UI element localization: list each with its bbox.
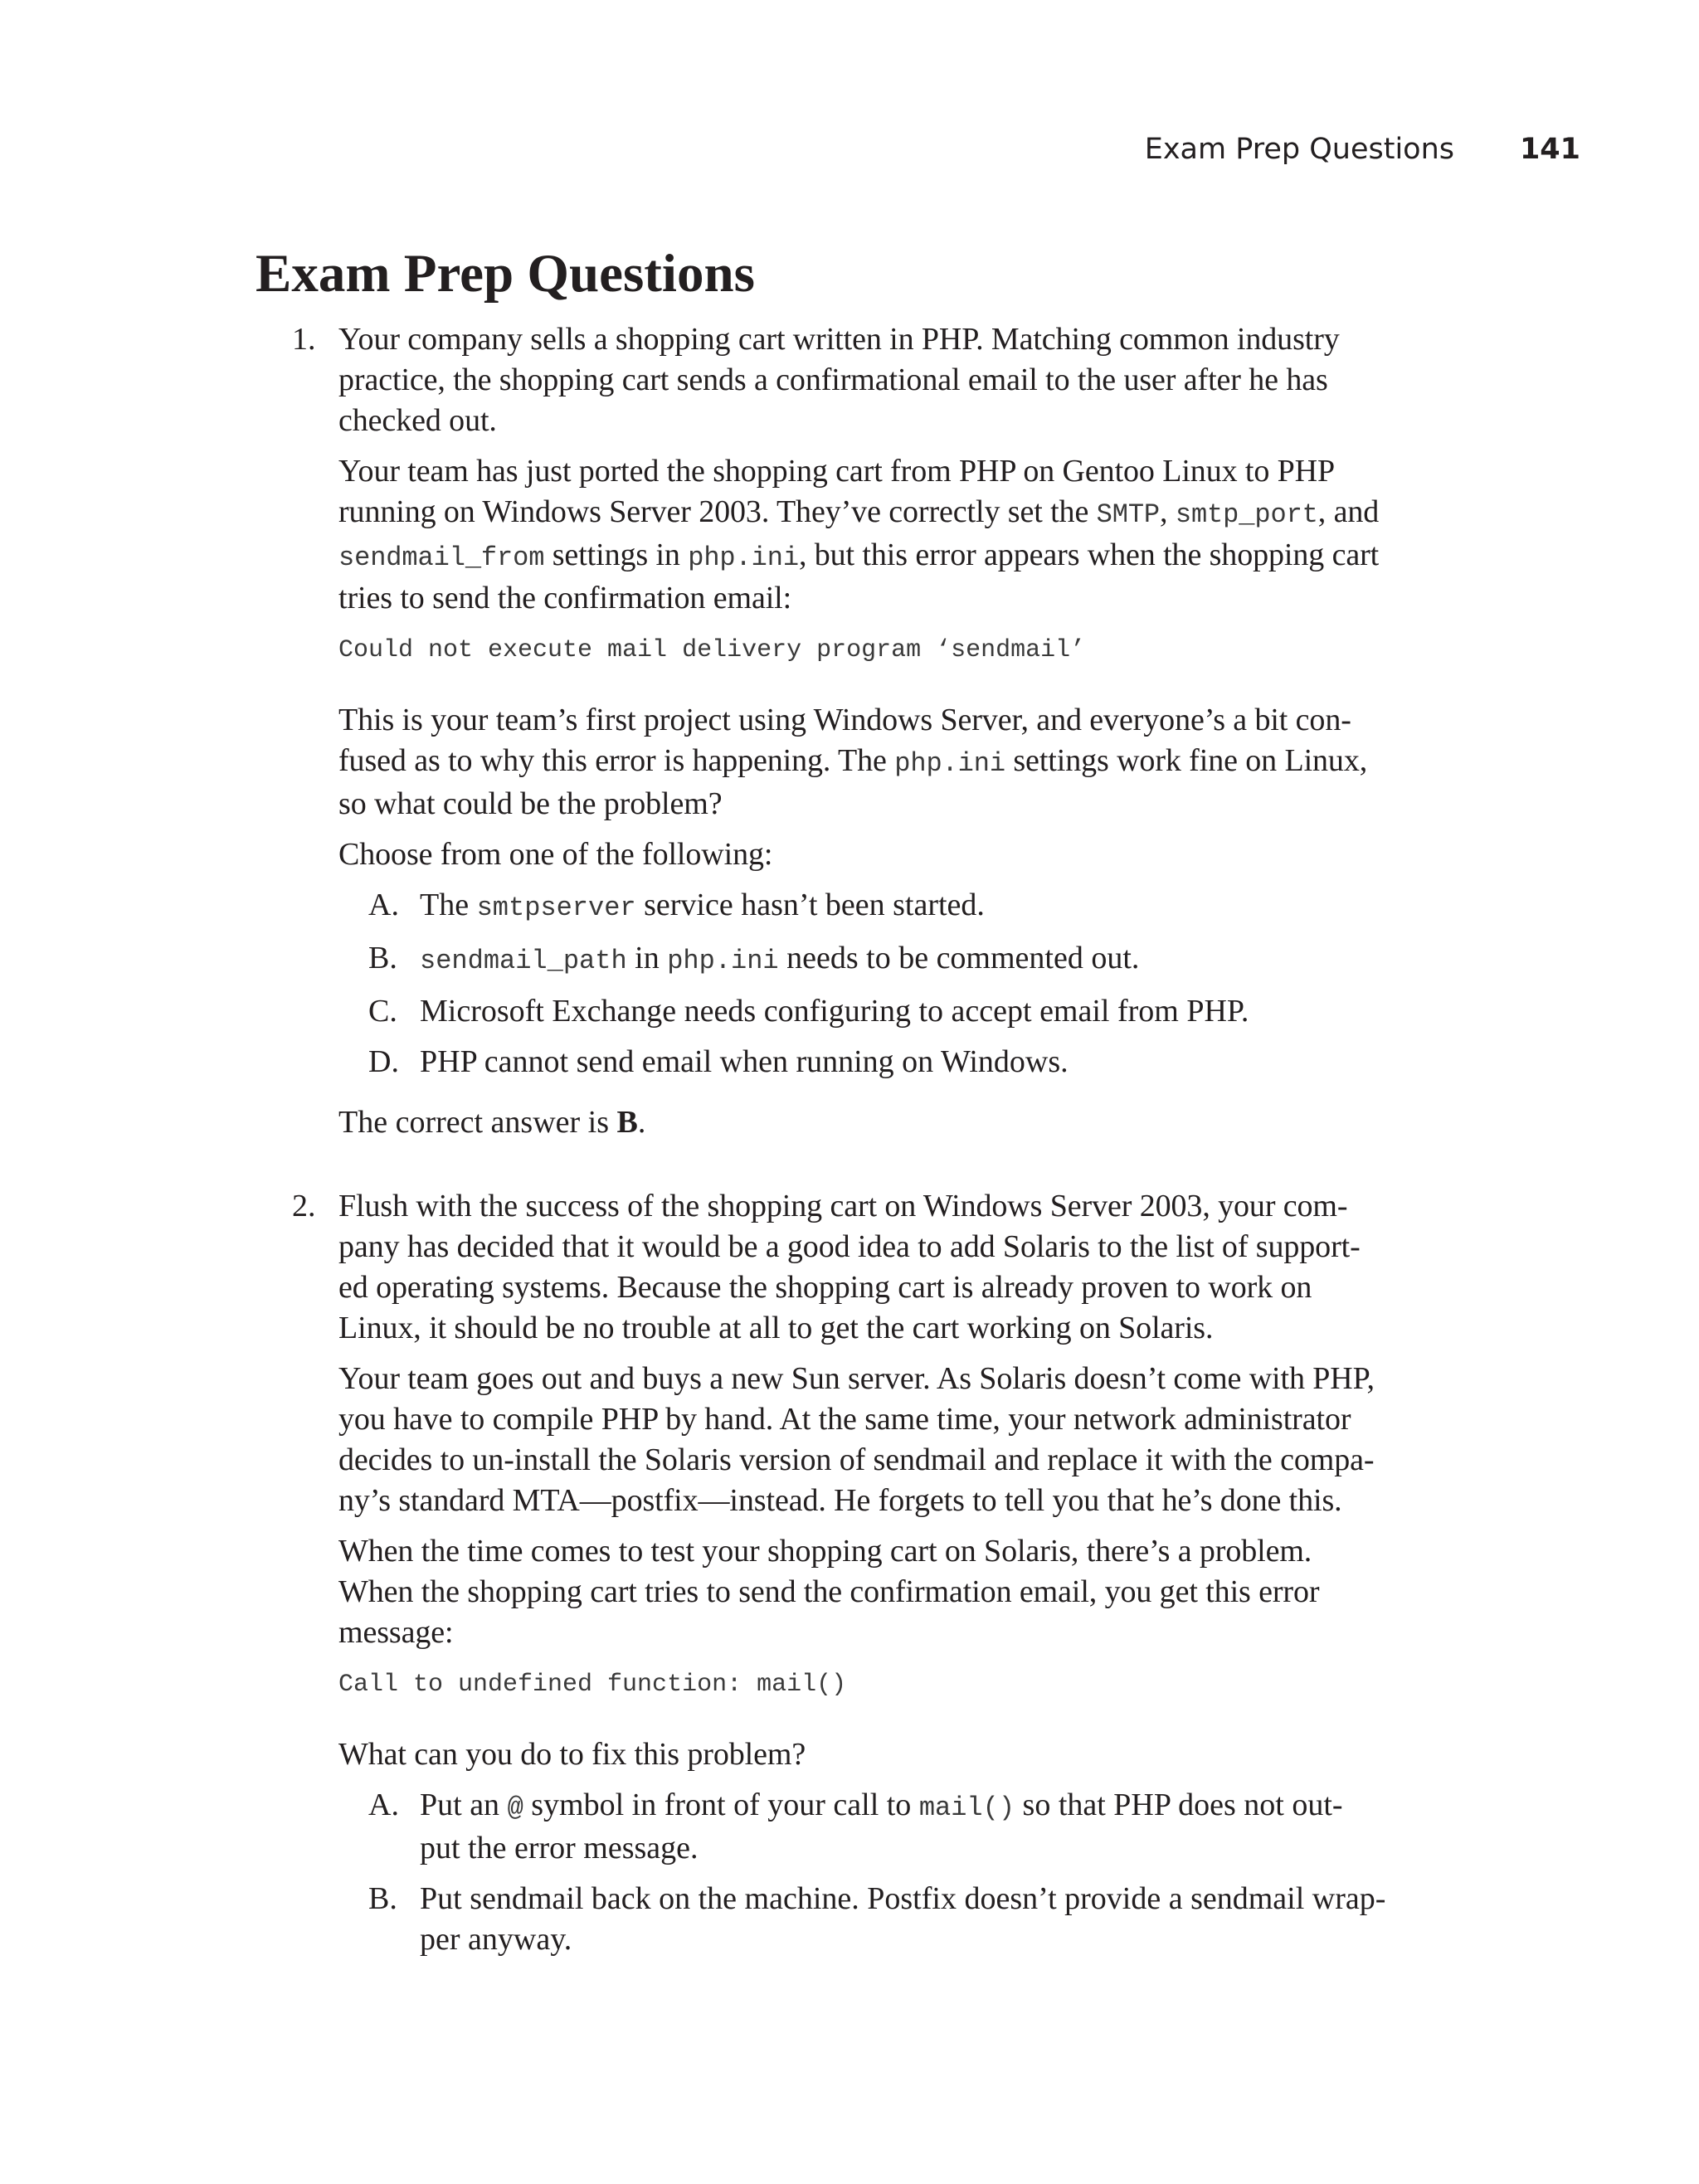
text-run: symbol in front of your call to bbox=[523, 1788, 919, 1822]
text-run: in bbox=[626, 941, 668, 975]
answer-letter: B bbox=[616, 1105, 638, 1140]
option-letter: A. bbox=[368, 888, 399, 922]
questions-list bbox=[282, 319, 1460, 1975]
question-1 bbox=[282, 319, 1460, 1143]
question-paragraph: When the time comes to test your shopping cart on Solaris, there’s a problem. When the shopping cart tries to send the confirmation email, you get this error message: bbox=[338, 1534, 1320, 1650]
text-run: Put an bbox=[420, 1788, 508, 1822]
answer-options bbox=[338, 885, 1460, 1082]
correct-answer bbox=[338, 1102, 1460, 1143]
page-number: 141 bbox=[1519, 133, 1580, 166]
inline-code: smtpserver bbox=[476, 893, 636, 923]
option-b bbox=[338, 938, 1460, 981]
text-run: The bbox=[420, 888, 477, 922]
running-head-title: Exam Prep Questions bbox=[1144, 133, 1454, 166]
text-run: Your team has just ported the shopping cart from PHP on Gentoo Linux to PHP running on Windows Server 2003. They’ve correctly set the bbox=[338, 454, 1336, 529]
running-head bbox=[0, 133, 1699, 174]
question-paragraph: Your team goes out and buys a new Sun server. As Solaris doesn’t come with PHP, you have to compile PHP by hand. At the same time, your network administrator decides to un-install the Solaris version of sendmail and replace it with the compa- ny’s standard MTA—postfix—instead. He forgets to tell you that he’s done this. bbox=[338, 1361, 1375, 1518]
text-run: needs to be commented out. bbox=[778, 941, 1140, 975]
code-block: Could not execute mail delivery program ‘sendmail’ bbox=[338, 636, 1086, 664]
code-block: Call to undefined function: mail() bbox=[338, 1671, 847, 1699]
question-prompt: Choose from one of the following: bbox=[338, 837, 773, 872]
question-number: 2. bbox=[292, 1189, 316, 1223]
question-paragraph bbox=[338, 451, 1460, 619]
answer-options bbox=[338, 1785, 1460, 1960]
inline-code: SMTP bbox=[1096, 499, 1161, 530]
inline-code: sendmail_path bbox=[420, 946, 627, 976]
text-run: This is your team’s first project using Windows Server, and everyone’s a bit con- fused as to why this error is happening. The bbox=[338, 703, 1351, 778]
question-number: 1. bbox=[292, 322, 316, 357]
option-a bbox=[338, 1785, 1460, 1869]
inline-code: smtp_port bbox=[1175, 499, 1318, 530]
option-text: Put sendmail back on the machine. Postfix doesn’t provide a sendmail wrap- per anyway. bbox=[420, 1881, 1386, 1957]
inline-code: sendmail_from bbox=[338, 542, 545, 573]
question-paragraph: Your company sells a shopping cart written in PHP. Matching common industry practice, the shopping cart sends a confirmational email to the user after he has checked out. bbox=[338, 322, 1340, 438]
option-b bbox=[338, 1879, 1460, 1960]
section-title: Exam Prep Questions bbox=[256, 244, 755, 304]
option-letter: B. bbox=[368, 941, 397, 975]
text-run: settings work fine on Linux, so what could be the problem? bbox=[338, 743, 1368, 821]
option-text: PHP cannot send email when running on Windows. bbox=[420, 1044, 1069, 1079]
question-2 bbox=[282, 1186, 1460, 1960]
option-c bbox=[338, 991, 1460, 1032]
option-letter: B. bbox=[368, 1881, 397, 1916]
option-d bbox=[338, 1042, 1460, 1082]
text-run: , and bbox=[1317, 494, 1380, 529]
inline-code: @ bbox=[507, 1792, 523, 1823]
text-run: so that PHP does not out- put the error message. bbox=[420, 1788, 1343, 1865]
option-a bbox=[338, 885, 1460, 928]
text-run: service hasn’t been started. bbox=[635, 888, 985, 922]
text-run: . bbox=[637, 1105, 646, 1140]
inline-code: php.ini bbox=[894, 748, 1005, 779]
question-prompt: What can you do to fix this problem? bbox=[338, 1737, 806, 1772]
inline-code: php.ini bbox=[667, 946, 779, 976]
option-text: Microsoft Exchange needs configuring to accept email from PHP. bbox=[420, 994, 1249, 1029]
inline-code: php.ini bbox=[688, 542, 799, 573]
text-run: , but this error appears when the shopping cart tries to send the confirmation email: bbox=[338, 537, 1380, 615]
text-run: The correct answer is bbox=[338, 1105, 617, 1140]
inline-code: mail() bbox=[918, 1792, 1015, 1823]
text-run: , bbox=[1160, 494, 1176, 529]
option-letter: C. bbox=[368, 994, 397, 1029]
question-paragraph: Flush with the success of the shopping cart on Windows Server 2003, your com- pany has decided that it would be a good idea to add Solaris to the list of support- ed operating systems. Because the shopping cart is already proven to work on Linux, it should be no trouble at all to get the cart working on Solaris. bbox=[338, 1189, 1361, 1345]
question-paragraph bbox=[338, 700, 1460, 824]
text-run: settings in bbox=[544, 537, 689, 572]
option-letter: D. bbox=[368, 1044, 399, 1079]
option-letter: A. bbox=[368, 1788, 399, 1822]
